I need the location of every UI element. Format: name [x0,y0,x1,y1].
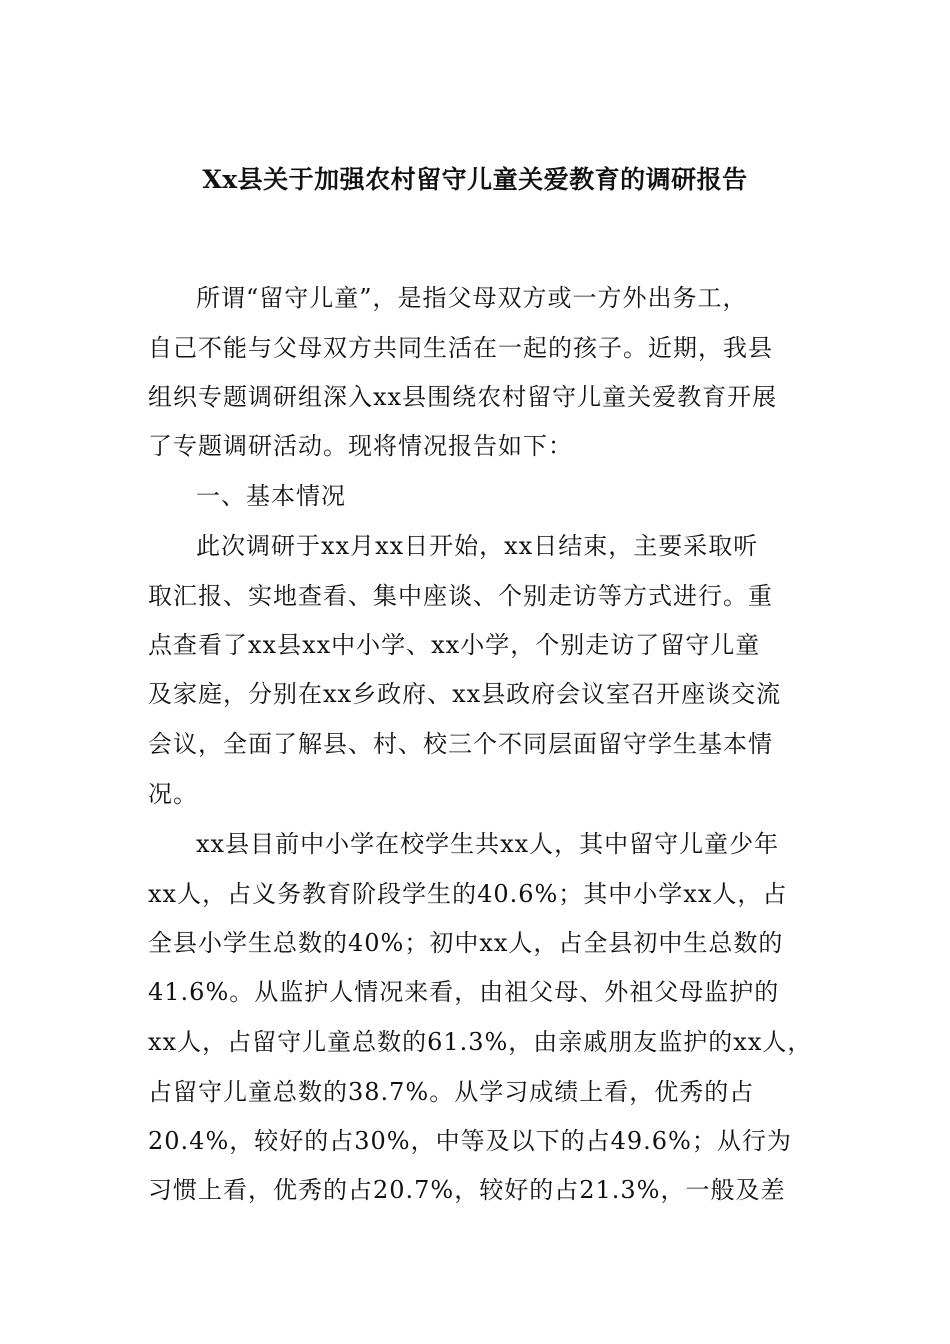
paragraph-line: 及家庭，分别在xx乡政府、xx县政府会议室召开座谈交流 [148,680,782,708]
document-title: Xx县关于加强农村留守儿童关爱教育的调研报告 [202,165,748,194]
paragraph-line: 占留守儿童总数的38.7%。从学习成绩上看，优秀的占 [148,1078,755,1106]
paragraph-line: 取汇报、实地查看、集中座谈、个别走访等方式进行。重 [148,582,773,610]
paragraph-line: 此次调研于xx月xx日开始，xx日结束，主要采取听 [196,532,759,560]
paragraph-line: 自己不能与父母双方共同生活在一起的孩子。近期，我县 [148,334,773,362]
paragraph-line: 所谓“留守儿童”，是指父母双方或一方外出务工， [196,284,748,312]
paragraph-line: 了专题调研活动。现将情况报告如下： [148,432,573,460]
paragraph-line: xx人，占义务教育阶段学生的40.6%；其中小学xx人，占 [148,880,788,908]
paragraph-line: 20.4%，较好的占30%，中等及以下的占49.6%；从行为 [148,1127,792,1155]
paragraph-line: 会议，全面了解县、村、校三个不同层面留守学生基本情 [148,730,773,758]
paragraph-line: 况。 [148,780,198,808]
section-heading: 一、基本情况 [196,482,346,510]
paragraph-line: xx县目前中小学在校学生共xx人，其中留守儿童少年 [196,830,780,858]
paragraph-line: xx人，占留守儿童总数的61.3%，由亲戚朋友监护的xx人， [148,1028,813,1056]
paragraph-line: 组织专题调研组深入xx县围绕农村留守儿童关爱教育开展 [148,383,778,411]
paragraph-line: 全县小学生总数的40%；初中xx人，占全县初中生总数的 [148,929,784,957]
paragraph-line: 习惯上看，优秀的占20.7%，较好的占21.3%，一般及差 [148,1176,786,1204]
paragraph-line: 41.6%。从监护人情况来看，由祖父母、外祖父母监护的 [148,978,780,1006]
paragraph-line: 点查看了xx县xx中小学、xx小学，个别走访了留守儿童 [148,631,761,659]
